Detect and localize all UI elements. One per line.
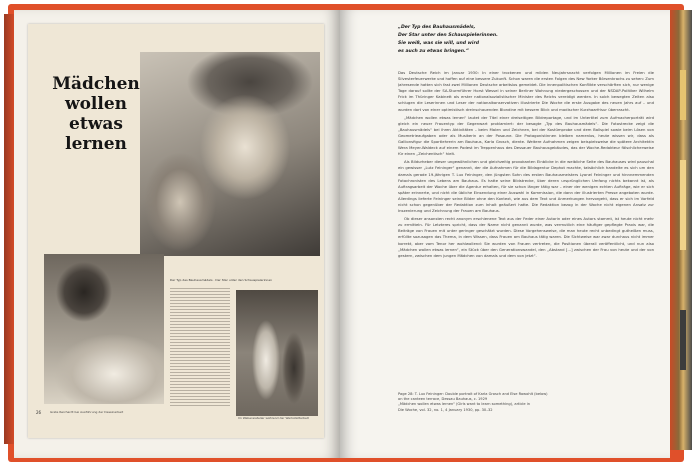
- paragraph: Das Deutsche Reich im Januar 1930: In einer trockenen und milden Neujahrsnacht verfolgen Millionen im Freien die Silvesterfeuerwerke und hoffen auf eine bessere Zukunft. Schon waren die ersten Folgen des New Yorker Börsenkrachs zu sehen: Zum Jahresende hatten sich fast zwei Millionen Deutsche arbeitslos gemeldet. Die innenpolitischen Konflikte verschärften sich, nur wenige Tage darauf sollte der SA-Sturmführer Horst Wessel in seiner Berliner Wohnung niedergeschossen und der NSDAP-Politiker Wilhelm Frick im Thüringer Kabinett als erster nationalsozialistischer Minister des Reichs vereidigt werden. In solch bewegten Zeiten also schlugen die Leserinnen und Leser der nationalkonservativen illustrierte Die Woche die erste Ausgabe des neuen Jahrs auf – und wurden dort von einer optimistisch dreinschauenden Blondine mit kessem Blick und modischer Kurzhaarfrisur überrascht.: [398, 70, 654, 112]
- photo-caption-right: Im Webereiatelier während der Werkstattarbeit: [238, 416, 309, 420]
- cover-edge-left: [4, 14, 14, 444]
- photo-row: [44, 250, 320, 422]
- edge-stripe: [680, 160, 686, 250]
- pull-quote: „Der Typ des Bauhausmädels, Der Star unter den Schauspielerinnen. Sie weiß, was sie will, und wird es auch zu etwas bringen.“: [398, 25, 498, 54]
- page-stack-edge: [670, 10, 692, 450]
- photo-caption-left: Grete Reichardt bei Ausführung der Dessinarbeit: [50, 410, 124, 414]
- drawing-students-photo: [44, 254, 164, 404]
- body-text: [398, 70, 654, 366]
- paragraph: Als Bildurheber dieser ungewöhnlichen und gleichzeitig provokanten Einblicke in die weibliche Seite des Bauhauses wird pauschal ein gewisser „Lutz Feininger“ genannt, der die Aufnahmen für die Bildagentur Dephot machte, tatsächlich handelte es sich um den damals gerade 19-jährigen T. Lux Feininger, den jüngsten Sohn des ersten Bauhausmeisters Lyonel Feininger und hinnnemmenden Fotochronisten des Lebens am Bauhaus. Es hatte seine Bildstrecke, über deren ursprünglichen Umfang nichts bekannt ist, als Auftragsarbeit der Woche über die Agentur erhalten, für sie schon länger tätig war – einer der wenigen echten Aufträge, wie er sich später erinnerte, und nicht die übliche Einsendung einer Auswahl in Kommission, die dann der illustrierten Presse angeboten wurde. Allerdings lieferte Feininger seine Bilder ohne den Kontext, wie aus dem Text und Anmerkungen hervorgeht, dass er sich im Vorfeld nicht schon gegenüber der Redaktion zum Inhalt geäußert hatte. Die Redaktion bezog in der Woche nicht eigenen Ansatz zur Inszenierung und Zeichnung der Frauen am Bauhaus.: [398, 159, 654, 214]
- article-caption: Der Typ des Bauhausmädels · Der Star unter den Schauspielerinnen: [170, 278, 273, 282]
- magazine-headline: Mädchen wollen etwas lernen: [52, 74, 140, 154]
- paragraph: Ob dieser ansonsten recht anonym erschienene Text aus der Feder einer Autorin oder eines Autors stammt, ist heute nicht mehr zu ermitteln. Für Letzteres spricht, dass der Name nicht genannt wurde, was vermutlich eine häufiger gepflegte Praxis war, die Beiträge von Frauen mit unter geringer geschätzt wurden. Diese Vorgehensweise, die man heute recht unbedingt gutheißen muss, erfüllte sozusagen das Thema, in dem Wissen, dass Frauen am Bauhaus tätig waren. Die Sichtweise war zwar durchaus nicht immer korrekt, aber vom Tenor her wohlwollend: Sie wurden von Frauen vertreten, die Positionen überall veröffentlicht, und nun also „Mädchen wollen etwas lernen“, ein Stück über den Generationswandel, den „Abstand [...] zwischen der Frau von heute und der von gestern, zwischen dem jungen Mädchen von damals und dem von jetzt“.: [398, 216, 654, 258]
- magazine-text-column: [170, 288, 230, 406]
- weaving-workshop-photo: [236, 290, 318, 416]
- magazine-page-number: 26: [36, 410, 42, 415]
- paragraph: „Mädchen wollen etwas lernen“ lautet der Titel einer dreiseitigen Bildreportage, und im Untertitel zum Aufmacherporträt wird gleich ein neuer Frauentyp der Gegenwart proklamiert: der besagte „Typ des Bauhausmädels“. Die Fotostrecke zeigt die „Bauhausmädels“ bei ihren Aktivitäten – beim Malen und Zeichnen, bei der Kostümprobe und dem Ballspiel sowie beim Lösen von Geometrieaufgaben oder als Musikerin an der Posaune. Die Protagonistinnen bleiben namenlos, heute wissen wir, dass als Gallionsfigur die Sportlehrerin am Bauhaus, Karla Grosch, diente. Weitere Aufnahmen zeigen beispielsweise die spätere Architektin Wera Meyer-Waldeck auf einem Podest im Treppenhaus des Dessauer Bauhausgebäudes, das der Woche-Redakteur fälschlicherweise für einen „Zeichentisch“ hielt.: [398, 114, 654, 157]
- edge-stripe: [680, 70, 686, 120]
- edge-stripe: [680, 310, 686, 370]
- image-credit-footnote: Page 28: T. Lux Feininger: Double portrait of Karla Grosch and Else Rowohlt (below) on the canteen terrace, Dessau Bauhaus, c. 1929 „Mädchen wollen etwas lernen“ (Girls want to learn something), article in Die Woche, vol. 32, no. 1, 4 January 1930, pp. 30–32: [398, 392, 548, 412]
- magazine-spread-image: [28, 24, 324, 438]
- portrait-photo: [140, 52, 320, 256]
